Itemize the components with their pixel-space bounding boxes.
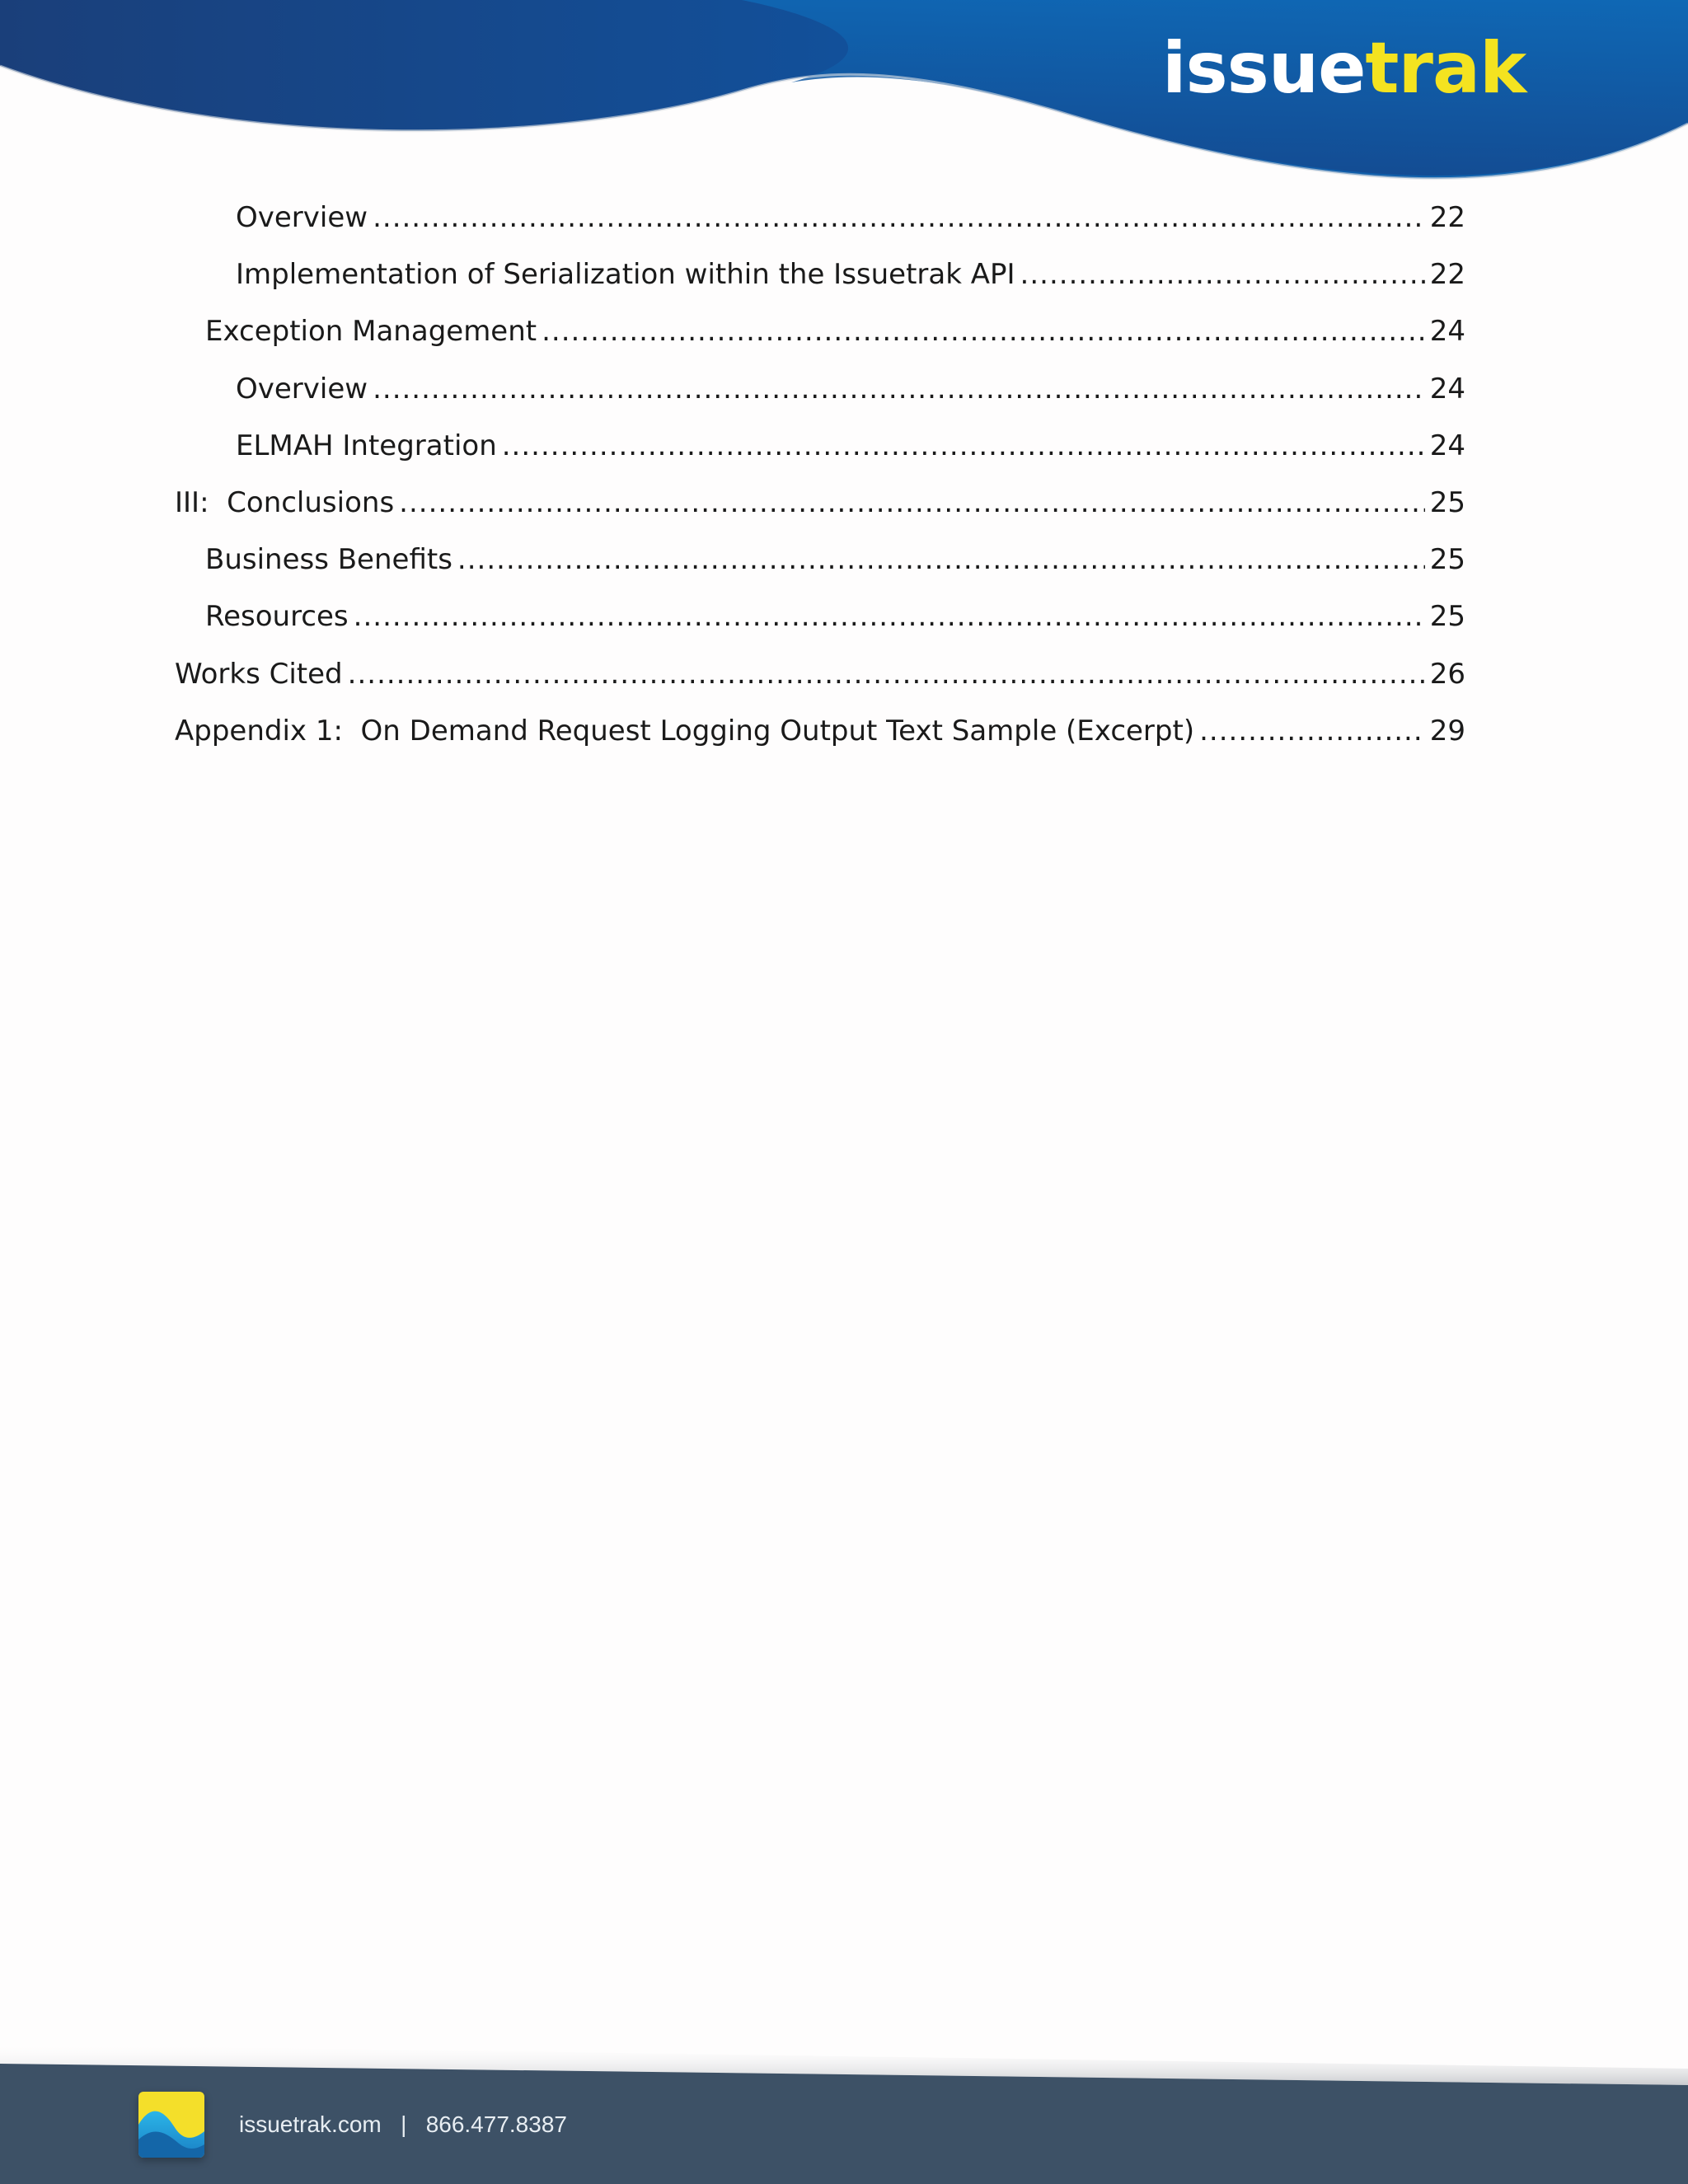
toc-dot-leader — [354, 588, 1425, 645]
toc-entry[interactable] — [175, 588, 1465, 645]
toc-dot-leader — [373, 190, 1425, 246]
toc-dot-leader — [457, 532, 1425, 588]
footer-site-link[interactable]: issuetrak.com — [239, 2111, 382, 2137]
toc-page-number: 29 — [1429, 714, 1465, 748]
toc-entry[interactable] — [175, 418, 1465, 475]
toc-entry-title: Overview — [236, 201, 368, 234]
toc-page-number: 26 — [1429, 657, 1465, 691]
toc-entry[interactable] — [175, 303, 1465, 360]
toc-entry-title: Resources — [205, 600, 349, 634]
toc-entry[interactable] — [175, 246, 1465, 303]
toc-entry-title: Exception Management — [205, 315, 537, 349]
issuetrak-logo — [1162, 27, 1526, 110]
toc-entry[interactable] — [175, 532, 1465, 588]
toc-dot-leader — [399, 475, 1425, 532]
toc-entry-title: Appendix 1: On Demand Request Logging Output Text Sample (Excerpt) — [175, 714, 1195, 748]
toc-dot-leader — [502, 418, 1425, 475]
toc-page-number: 24 — [1429, 429, 1465, 462]
toc-entry[interactable] — [175, 190, 1465, 246]
toc-page-number: 22 — [1429, 201, 1465, 234]
toc-dot-leader — [1020, 246, 1425, 303]
toc-entry-title: ELMAH Integration — [236, 429, 497, 462]
toc-entry-title: Implementation of Serialization within the Issuetrak API — [236, 258, 1015, 292]
toc-page-number: 22 — [1429, 258, 1465, 292]
toc-entry[interactable] — [175, 475, 1465, 532]
toc-entry[interactable] — [175, 703, 1465, 760]
toc-dot-leader — [1199, 703, 1425, 760]
toc-page-number: 24 — [1429, 372, 1465, 405]
toc-page-number: 25 — [1429, 543, 1465, 577]
toc-entry-title: Overview — [236, 372, 368, 405]
toc-entry[interactable] — [175, 646, 1465, 703]
footer-contact — [239, 2111, 567, 2138]
toc-page-number: 24 — [1429, 315, 1465, 349]
toc-page-number: 25 — [1429, 600, 1465, 634]
toc-page-number: 25 — [1429, 485, 1465, 519]
toc-dot-leader — [348, 646, 1425, 703]
footer-phone[interactable]: 866.477.8387 — [425, 2111, 567, 2137]
logo-part-issue: issue — [1162, 27, 1366, 110]
issuetrak-wave-logo-icon — [138, 2092, 204, 2158]
toc-entry-title: Business Benefits — [205, 543, 452, 577]
toc-dot-leader — [373, 361, 1425, 418]
footer-separator: | — [401, 2111, 407, 2137]
toc-entry-title: III: Conclusions — [175, 485, 395, 519]
toc-entry[interactable] — [175, 361, 1465, 418]
toc-dot-leader — [542, 303, 1425, 360]
toc-entry-title: Works Cited — [175, 657, 343, 691]
table-of-contents — [175, 190, 1465, 760]
logo-part-trak: trak — [1365, 27, 1526, 110]
